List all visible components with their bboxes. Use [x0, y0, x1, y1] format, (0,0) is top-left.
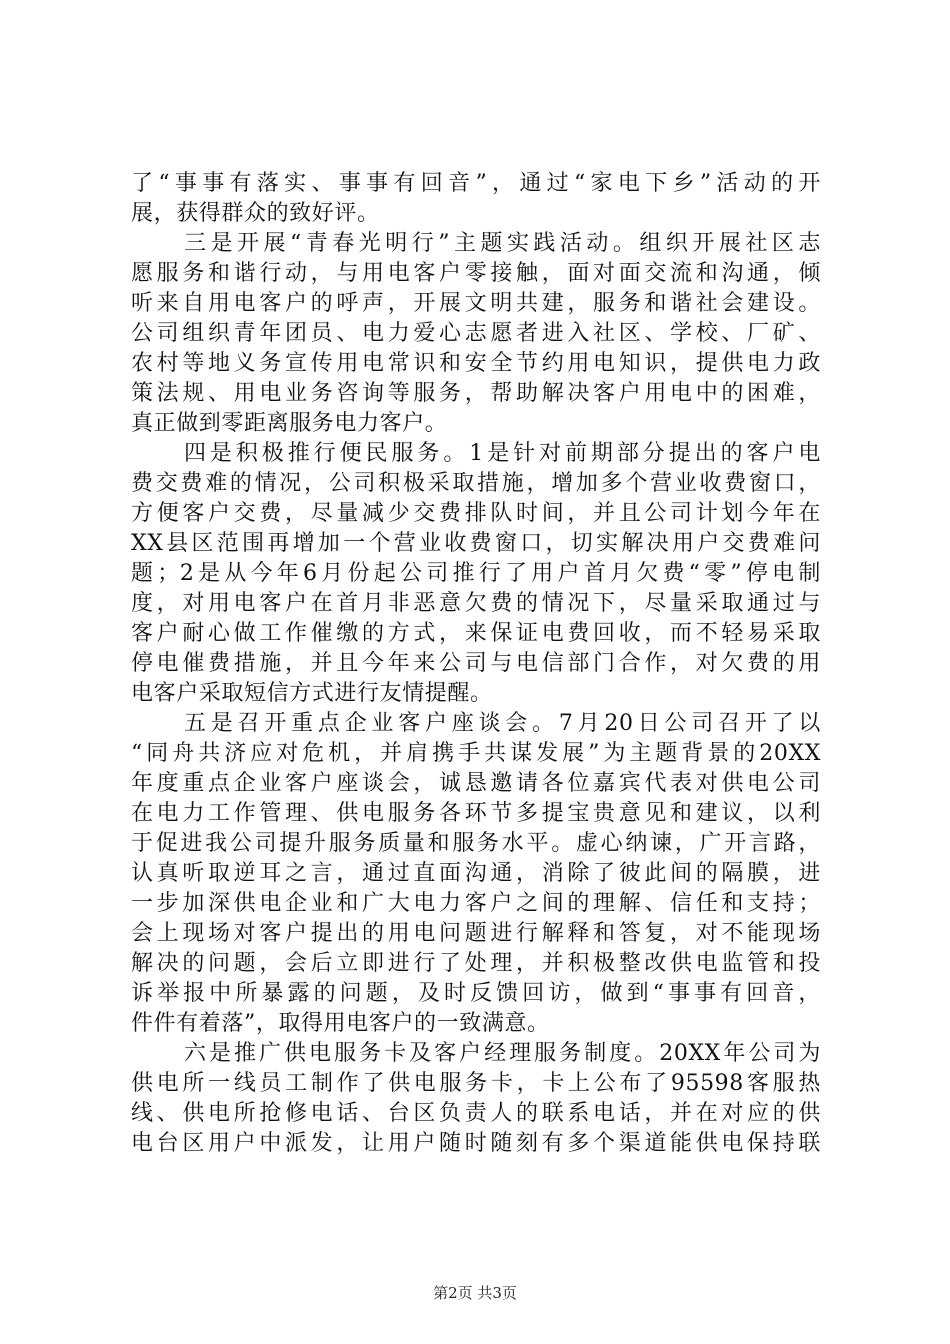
document-body [131, 169, 821, 1159]
document-line: 真正做到零距离服务电力客户。 [131, 411, 448, 436]
document-line: 件件有着落”，取得用电客户的一致满意。 [131, 1011, 550, 1036]
document-line: 度，对用电客户在首月非恶意欠费的情况下，尽量采取通过与 [131, 591, 821, 616]
document-line: 五是召开重点企业客户座谈会。7月20日公司召开了以 [184, 711, 821, 736]
document-line: 公司组织青年团员、电力爱心志愿者进入社区、学校、厂矿、 [131, 321, 821, 346]
document-line: 认真听取逆耳之言，通过直面沟通，消除了彼此间的隔膜，进 [131, 861, 821, 886]
document-line: 于促进我公司提升服务质量和服务水平。虚心纳谏，广开言路， [131, 831, 821, 856]
document-line: 供电所一线员工制作了供电服务卡，卡上公布了95598客服热 [131, 1071, 821, 1096]
document-line: 题；2是从今年6月份起公司推行了用户首月欠费“零”停电制 [131, 561, 821, 586]
document-line: 农村等地义务宣传用电常识和安全节约用电知识，提供电力政 [131, 351, 821, 376]
document-line: 会上现场对客户提出的用电问题进行解释和答复，对不能现场 [131, 921, 821, 946]
document-line: 解决的问题，会后立即进行了处理，并积极整改供电监管和投 [131, 951, 821, 976]
document-line: “同舟共济应对危机，并肩携手共谋发展”为主题背景的20XX [131, 741, 821, 766]
document-line: 四是积极推行便民服务。1是针对前期部分提出的客户电 [184, 441, 821, 466]
document-line: 听来自用电客户的呼声，开展文明共建，服务和谐社会建设。 [131, 291, 821, 316]
document-line: 客户耐心做工作催缴的方式，来保证电费回收，而不轻易采取 [131, 621, 821, 646]
document-line: 六是推广供电服务卡及客户经理服务制度。20XX年公司为 [184, 1041, 821, 1066]
document-line: 电客户采取短信方式进行友情提醒。 [131, 681, 493, 706]
document-line: 愿服务和谐行动，与用电客户零接触，面对面交流和沟通，倾 [131, 261, 821, 286]
document-line: 策法规、用电业务咨询等服务，帮助解决客户用电中的困难， [131, 381, 821, 406]
document-line: 在电力工作管理、供电服务各环节多提宝贵意见和建议，以利 [131, 801, 821, 826]
document-line: 停电催费措施，并且今年来公司与电信部门合作，对欠费的用 [131, 651, 821, 676]
document-line: 费交费难的情况，公司积极采取措施，增加多个营业收费窗口， [131, 471, 821, 496]
document-line: 年度重点企业客户座谈会，诚恳邀请各位嘉宾代表对供电公司 [131, 771, 821, 796]
document-line: 三是开展“青春光明行”主题实践活动。组织开展社区志 [184, 231, 821, 256]
document-line: 一步加深供电企业和广大电力客户之间的理解、信任和支持； [131, 891, 821, 916]
document-line: XX县区范围再增加一个营业收费窗口，切实解决用户交费难问 [131, 531, 821, 556]
document-line: 线、供电所抢修电话、台区负责人的联系电话，并在对应的供 [131, 1101, 821, 1126]
document-line: 展，获得群众的致好评。 [131, 201, 380, 226]
document-line: 诉举报中所暴露的问题，及时反馈回访，做到“事事有回音， [131, 981, 821, 1006]
document-line: 电台区用户中派发，让用户随时随刻有多个渠道能供电保持联 [131, 1131, 821, 1156]
document-line: 了“事事有落实、事事有回音”，通过“家电下乡”活动的开 [131, 171, 821, 196]
page-footer: 第2页 共3页 [433, 1284, 517, 1302]
document-line: 方便客户交费，尽量减少交费排队时间，并且公司计划今年在 [131, 501, 821, 526]
